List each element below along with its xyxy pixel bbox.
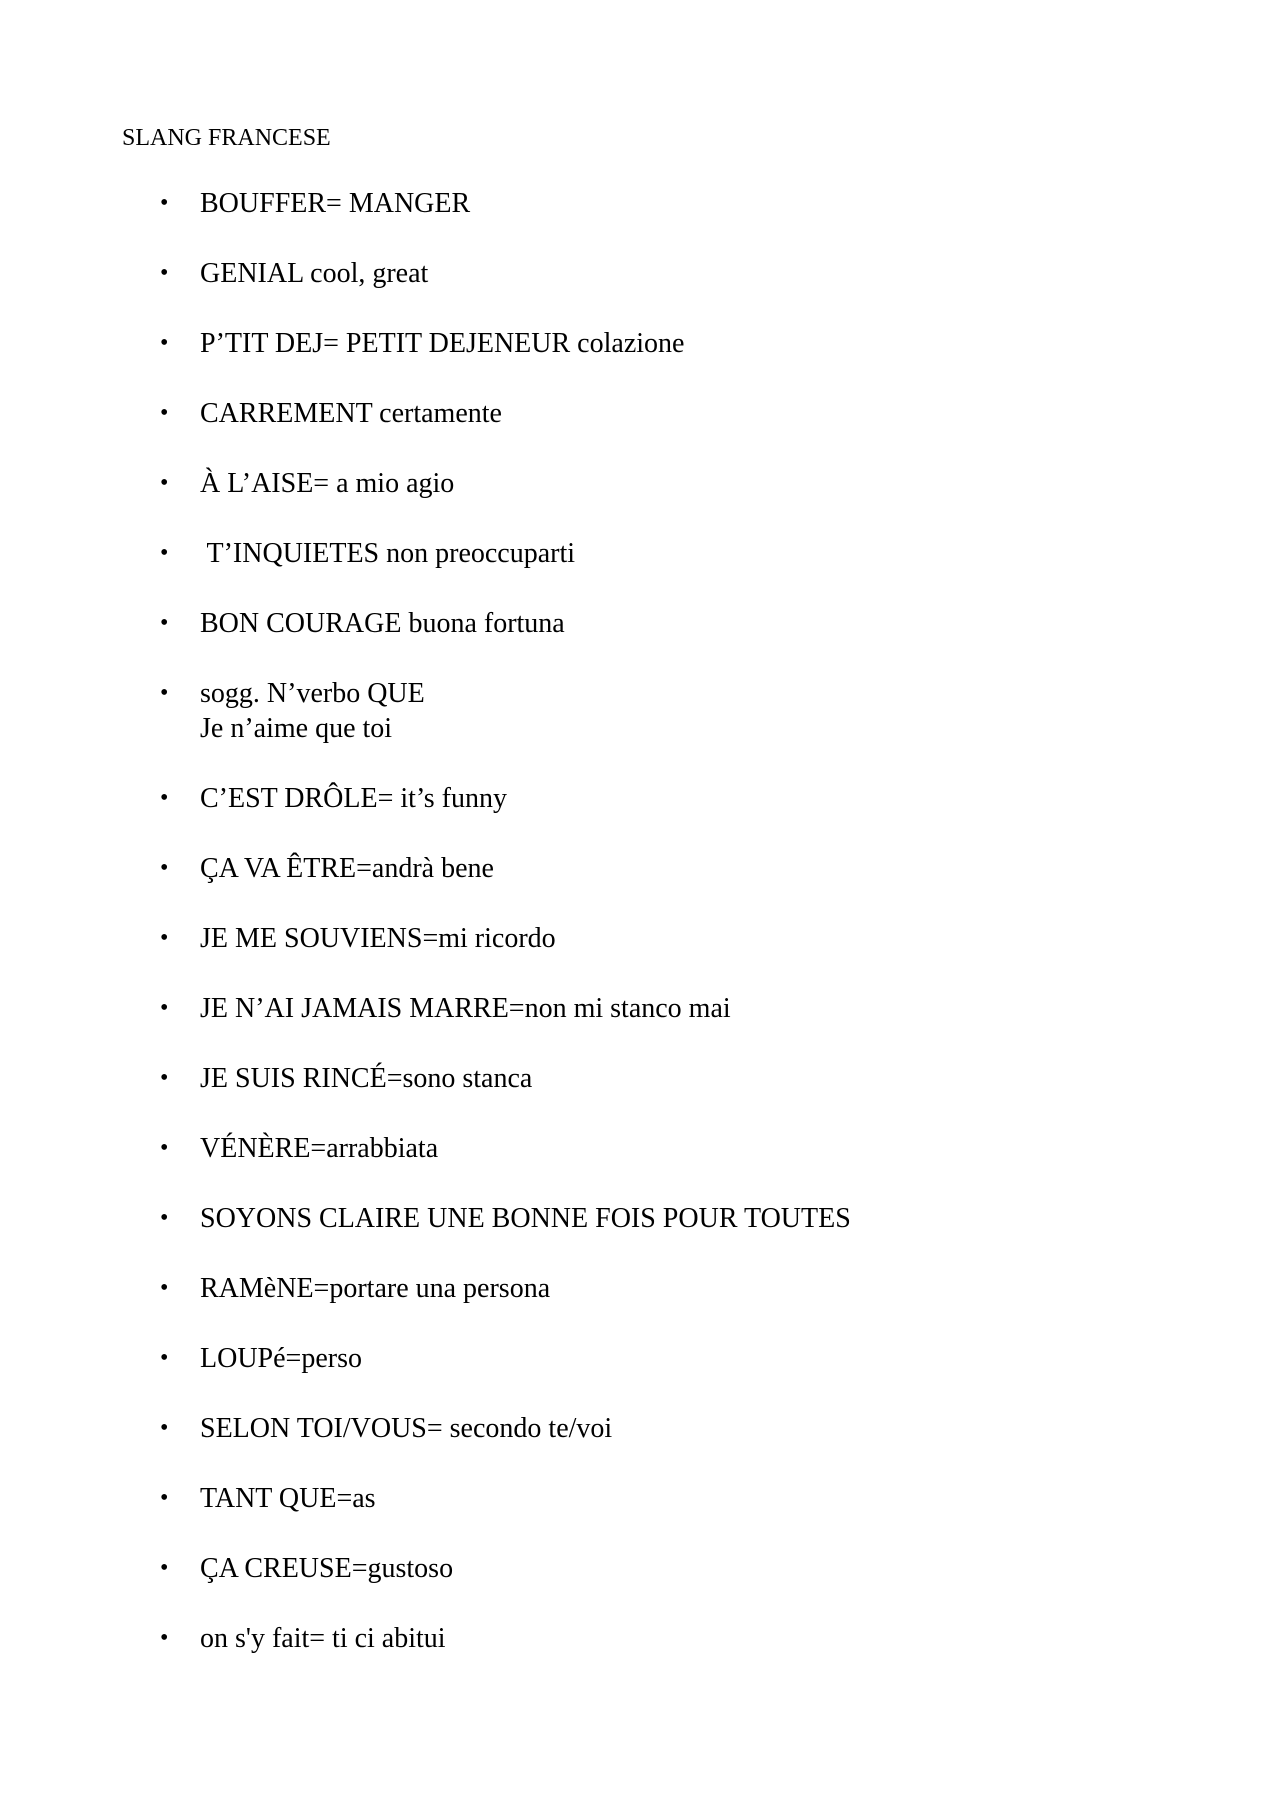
- list-item-text: VÉNÈRE=arrabbiata: [200, 1133, 439, 1164]
- list-item-text: C’EST DRÔLE= it’s funny: [200, 783, 507, 814]
- list-item-text: P’TIT DEJ= PETIT DEJENEUR colazione: [200, 328, 685, 359]
- bullet-icon: •: [160, 540, 169, 566]
- bullet-icon: •: [160, 330, 169, 356]
- list-item-text-block: [200, 676, 425, 746]
- list-item-example: Je n’aime que toi: [200, 713, 393, 744]
- list-item-text: BON COURAGE buona fortuna: [200, 608, 565, 639]
- list-item-text: LOUPé=perso: [200, 1343, 362, 1374]
- list-item-text: sogg. N’verbo QUE: [200, 678, 425, 709]
- bullet-icon: •: [160, 260, 169, 286]
- bullet-icon: •: [160, 1135, 169, 1161]
- bullet-icon: •: [160, 855, 169, 881]
- bullet-icon: •: [160, 1555, 169, 1581]
- bullet-icon: •: [160, 1205, 169, 1231]
- list-item-text: TANT QUE=as: [200, 1483, 376, 1514]
- bullet-icon: •: [160, 925, 169, 951]
- list-item-text: À L’AISE= a mio agio: [200, 468, 455, 499]
- bullet-icon: •: [160, 470, 169, 496]
- list-item-text: JE N’AI JAMAIS MARRE=non mi stanco mai: [200, 993, 731, 1024]
- list-item-text: SELON TOI/VOUS= secondo te/voi: [200, 1413, 613, 1444]
- list-item-text: CARREMENT certamente: [200, 398, 502, 429]
- bullet-icon: •: [160, 785, 169, 811]
- bullet-icon: •: [160, 190, 169, 216]
- list-item-text: SOYONS CLAIRE UNE BONNE FOIS POUR TOUTES: [200, 1203, 851, 1234]
- bullet-icon: •: [160, 1415, 169, 1441]
- list-item-text: JE ME SOUVIENS=mi ricordo: [200, 923, 556, 954]
- list-item-text: ÇA CREUSE=gustoso: [200, 1553, 454, 1584]
- list-item-text: RAMèNE=portare una persona: [200, 1273, 551, 1304]
- list-item-text: BOUFFER= MANGER: [200, 188, 471, 219]
- bullet-icon: •: [160, 610, 169, 636]
- list-item-text: on s'y fait= ti ci abitui: [200, 1623, 446, 1654]
- bullet-icon: •: [160, 1065, 169, 1091]
- document-title: SLANG FRANCESE: [122, 125, 331, 151]
- list-item-text: GENIAL cool, great: [200, 258, 429, 289]
- bullet-icon: •: [160, 1485, 169, 1511]
- bullet-icon: •: [160, 995, 169, 1021]
- bullet-icon: •: [160, 680, 169, 706]
- bullet-icon: •: [160, 1625, 169, 1651]
- bullet-icon: •: [160, 1275, 169, 1301]
- bullet-icon: •: [160, 400, 169, 426]
- list-item-text: JE SUIS RINCÉ=sono stanca: [200, 1063, 533, 1094]
- bullet-icon: •: [160, 1345, 169, 1371]
- list-item-text: T’INQUIETES non preoccuparti: [200, 538, 576, 569]
- list-item-text: ÇA VA ÊTRE=andrà bene: [200, 853, 494, 884]
